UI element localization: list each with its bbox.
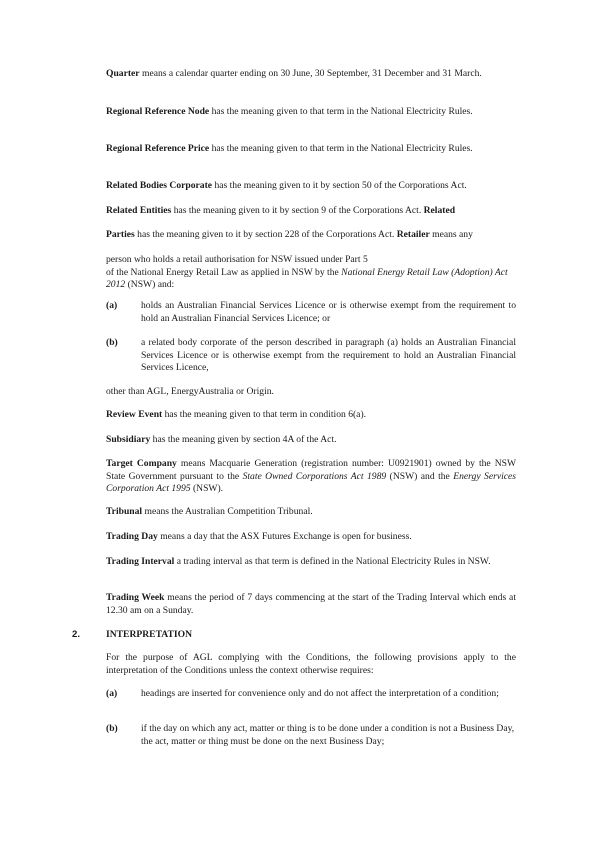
retailer-line: person who holds a retail authorisation for NSW issued under Part 5 <box>106 254 368 265</box>
closing-text: other than AGL, EnergyAustralia or Origin. <box>106 386 274 397</box>
definition-text: means a day that the ASX Futures Exchange is open for business. <box>157 531 412 542</box>
term: Retailer <box>396 229 430 240</box>
definition-text: has the meaning given by section 4A of the Act. <box>150 434 337 445</box>
definition-subsidiary <box>106 434 516 447</box>
definition-trading-week <box>106 592 516 617</box>
definition-trading-day <box>106 531 516 544</box>
definition-text: has the meaning given to it by section 9 of the Corporations Act. <box>171 205 424 216</box>
definition-text: a trading interval as that term is defined in the National Electricity Rules in NSW. <box>174 556 491 567</box>
definition-review-event <box>106 409 516 422</box>
act-title: State Owned Corporations Act 1989 <box>242 470 387 482</box>
act-title: National Energy Retail Law (Adoption) Act 2012 <box>106 266 508 291</box>
term: Trading Day <box>106 531 158 542</box>
item-text: if the day on which any act, matter or thing is to be done under a condition is not a Business Day, the act, matter or thing must be done on the next Business Day; <box>141 723 515 747</box>
retailer-line: of the National Energy Retail Law as applied in NSW by the <box>106 266 342 278</box>
definition-text: means the period of 7 days commencing at the start of the Trading Interval which ends at 12.30 am on a Sunday. <box>106 592 516 616</box>
definition-text: means the Australian Competition Tribunal. <box>142 506 313 517</box>
item-text: a related body corporate of the person described in paragraph (a) holds an Australian Financial Services Licence or is otherwise exempt from the requirement to hold an Australian Financial Services Licence, <box>141 337 516 374</box>
term: Trading Interval <box>106 556 175 567</box>
item-text: headings are inserted for convenience only and do not affect the interpretation of a condition; <box>141 688 499 699</box>
definition-text: (NSW) and the <box>386 470 454 482</box>
definition-text: has the meaning given to that term in the National Electricity Rules. <box>209 143 473 154</box>
act-title: Energy Services Corporation Act 1995 <box>106 470 516 495</box>
term: Regional Reference Price <box>106 143 210 154</box>
item-label: (a) <box>106 300 118 311</box>
term: Related Entities <box>106 205 172 216</box>
definition-related-entities <box>106 205 516 218</box>
item-text: holds an Australian Financial Services Licence or is otherwise exempt from the requirement to hold an Australian Financial Services Licence; or <box>141 300 516 324</box>
term: Tribunal <box>106 506 143 517</box>
definition-text: (NSW). <box>190 483 224 495</box>
definition-related-bodies-corporate <box>106 180 516 193</box>
section-heading: INTERPRETATION <box>106 629 193 640</box>
term: Related Bodies Corporate <box>106 180 213 191</box>
definition-tribunal <box>106 506 516 519</box>
definition-text: has the meaning given to it by section 228 of the Corporations Act. <box>134 229 397 240</box>
definition-text: has the meaning given to that term in condition 6(a). <box>162 409 367 420</box>
definition-related-parties <box>106 229 516 242</box>
section-number: 2. <box>72 629 81 640</box>
intro-text: For the purpose of AGL complying with the Conditions, the following provisions apply to the interpretation of the Conditions unless the context otherwise requires: <box>106 652 516 676</box>
term: Parties <box>106 229 135 240</box>
term: Quarter <box>106 68 140 79</box>
term: Related <box>423 205 456 216</box>
retailer-line: (NSW) and: <box>125 279 175 291</box>
definition-regional-reference-node <box>106 106 516 119</box>
term: Regional Reference Node <box>106 106 210 117</box>
definition-text: means Macquarie Generation (registration number: U0921901) owned by the NSW State Government pursuant to the <box>106 458 517 482</box>
definition-text: has the meaning given to it by section 50 of the Corporations Act. <box>212 180 467 191</box>
item-label: (b) <box>106 723 118 734</box>
definition-text: means any <box>429 229 473 240</box>
definition-text: has the meaning given to that term in the National Electricity Rules. <box>209 106 473 117</box>
item-label: (a) <box>106 688 118 699</box>
retailer-closing <box>106 386 516 399</box>
definition-quarter <box>106 68 516 81</box>
term: Review Event <box>106 409 163 420</box>
item-label: (b) <box>106 337 118 348</box>
definition-text: means a calendar quarter ending on 30 June, 30 September, 31 December and 31 March. <box>139 68 482 79</box>
section-intro <box>106 652 516 677</box>
term: Trading Week <box>106 592 165 603</box>
definition-trading-interval <box>106 556 516 569</box>
definition-target-company <box>106 458 516 496</box>
definition-regional-reference-price <box>106 143 516 156</box>
definition-retailer <box>106 254 516 292</box>
term: Target Company <box>106 458 177 469</box>
term: Subsidiary <box>106 434 151 445</box>
